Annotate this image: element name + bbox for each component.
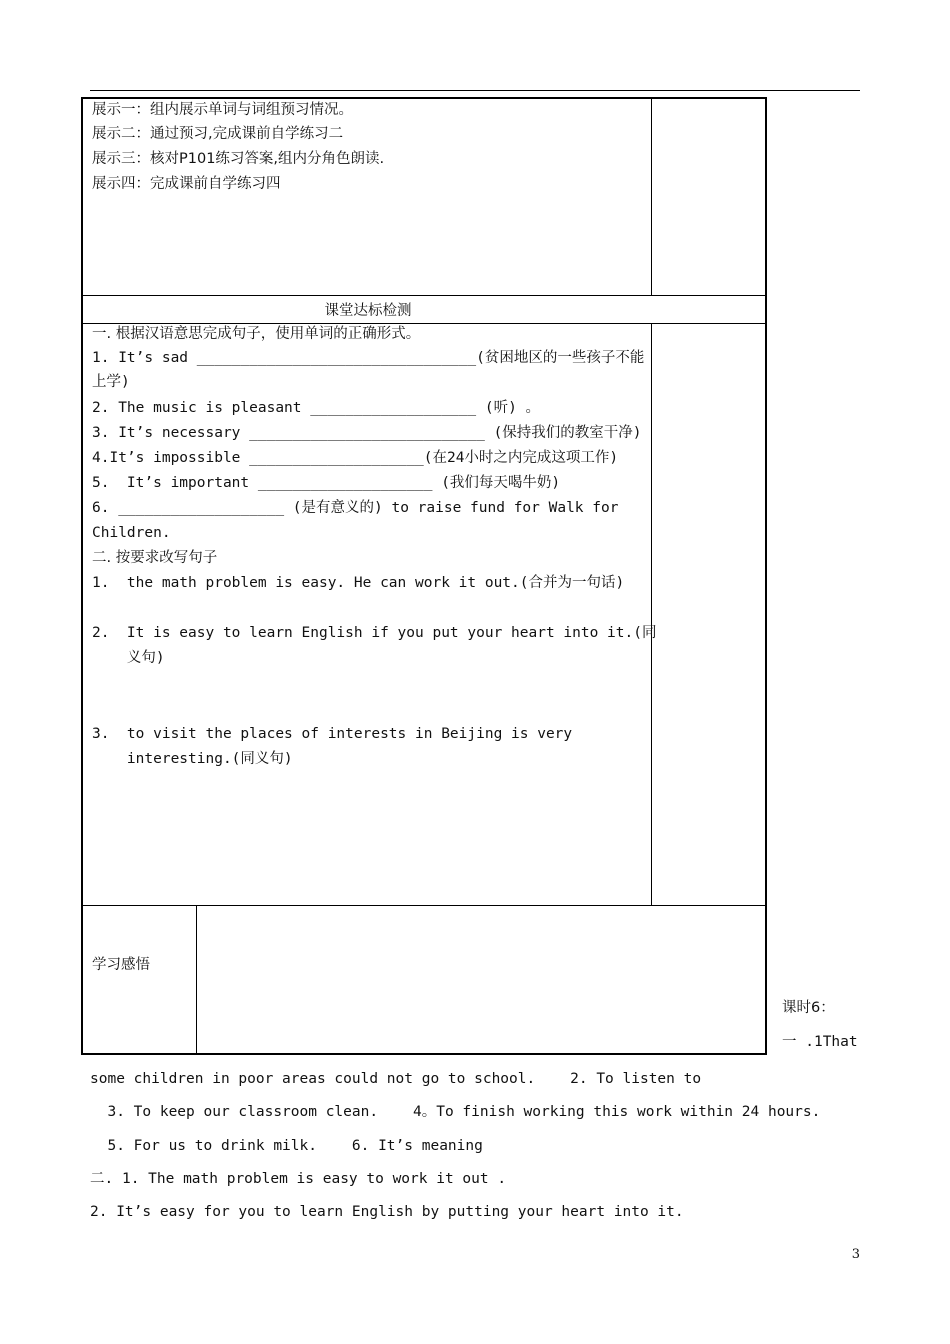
part2-item-2-cont: 义句) xyxy=(92,650,165,666)
part1-item-3: 3. It’s necessary ___________________________ (保持我们的教室干净) xyxy=(92,425,642,441)
display-line-4: 展示四：完成课前自学练习四 xyxy=(92,176,281,192)
part1-item-5: 5. It’s important ____________________ (我们每天喝牛奶) xyxy=(92,475,561,491)
reflection-label-divider xyxy=(196,905,197,1053)
answer-line-2: 3. To keep our classroom clean. 4。To finish working this work within 24 hours. xyxy=(90,1104,821,1120)
test-section-title: 课堂达标检测 xyxy=(324,303,412,319)
display-line-1: 展示一：组内展示单词与词组预习情况。 xyxy=(92,102,353,118)
right-column-divider-top xyxy=(651,99,652,295)
display-line-2: 展示二：通过预习,完成课前自学练习二 xyxy=(92,126,344,142)
row-divider-1 xyxy=(83,295,765,296)
page-number: 3 xyxy=(851,1247,860,1262)
part1-item-1: 1. It’s sad ________________________________(贫困地区的一些孩子不能 xyxy=(92,350,645,366)
answer-line-5: 2. It’s easy for you to learn English by putting your heart into it. xyxy=(90,1204,684,1220)
part2-item-3-cont: interesting.(同义句) xyxy=(92,751,293,767)
row-divider-3 xyxy=(83,905,765,906)
part1-item-6: 6. ___________________ (是有意义的) to raise fund for Walk for xyxy=(92,500,619,516)
part2-item-3: 3. to visit the places of interests in Beijing is very xyxy=(92,726,573,742)
answers-side-first: 一 .1That xyxy=(782,1034,858,1050)
answer-line-3: 5. For us to drink milk. 6. It’s meaning xyxy=(90,1138,483,1154)
answer-line-1: some children in poor areas could not go to school. 2. To listen to xyxy=(90,1071,702,1087)
part2-item-2: 2. It is easy to learn English if you put your heart into it.(同 xyxy=(92,625,657,641)
header-rule xyxy=(90,90,860,91)
part2-heading: 二. 按要求改写句子 xyxy=(92,550,218,566)
part1-item-2: 2. The music is pleasant ___________________ (听) 。 xyxy=(92,400,541,416)
part2-item-1: 1. the math problem is easy. He can work it out.(合并为一句话) xyxy=(92,575,625,591)
part1-heading: 一. 根据汉语意思完成句子，使用单词的正确形式。 xyxy=(92,326,421,342)
answers-side-label: 课时6： xyxy=(782,1000,835,1016)
reflection-label: 学习感悟 xyxy=(92,957,150,973)
display-line-3: 展示三：核对P101练习答案,组内分角色朗读. xyxy=(92,151,385,167)
part1-item-1-cont: 上学) xyxy=(92,374,130,390)
part1-item-6-cont: Children. xyxy=(92,525,171,541)
worksheet-table xyxy=(81,97,767,1055)
right-column-divider-test xyxy=(651,323,652,905)
answer-line-4: 二. 1. The math problem is easy to work it out . xyxy=(90,1171,507,1187)
part1-item-4: 4.It’s impossible ____________________(在24小时之内完成这项工作) xyxy=(92,450,619,466)
